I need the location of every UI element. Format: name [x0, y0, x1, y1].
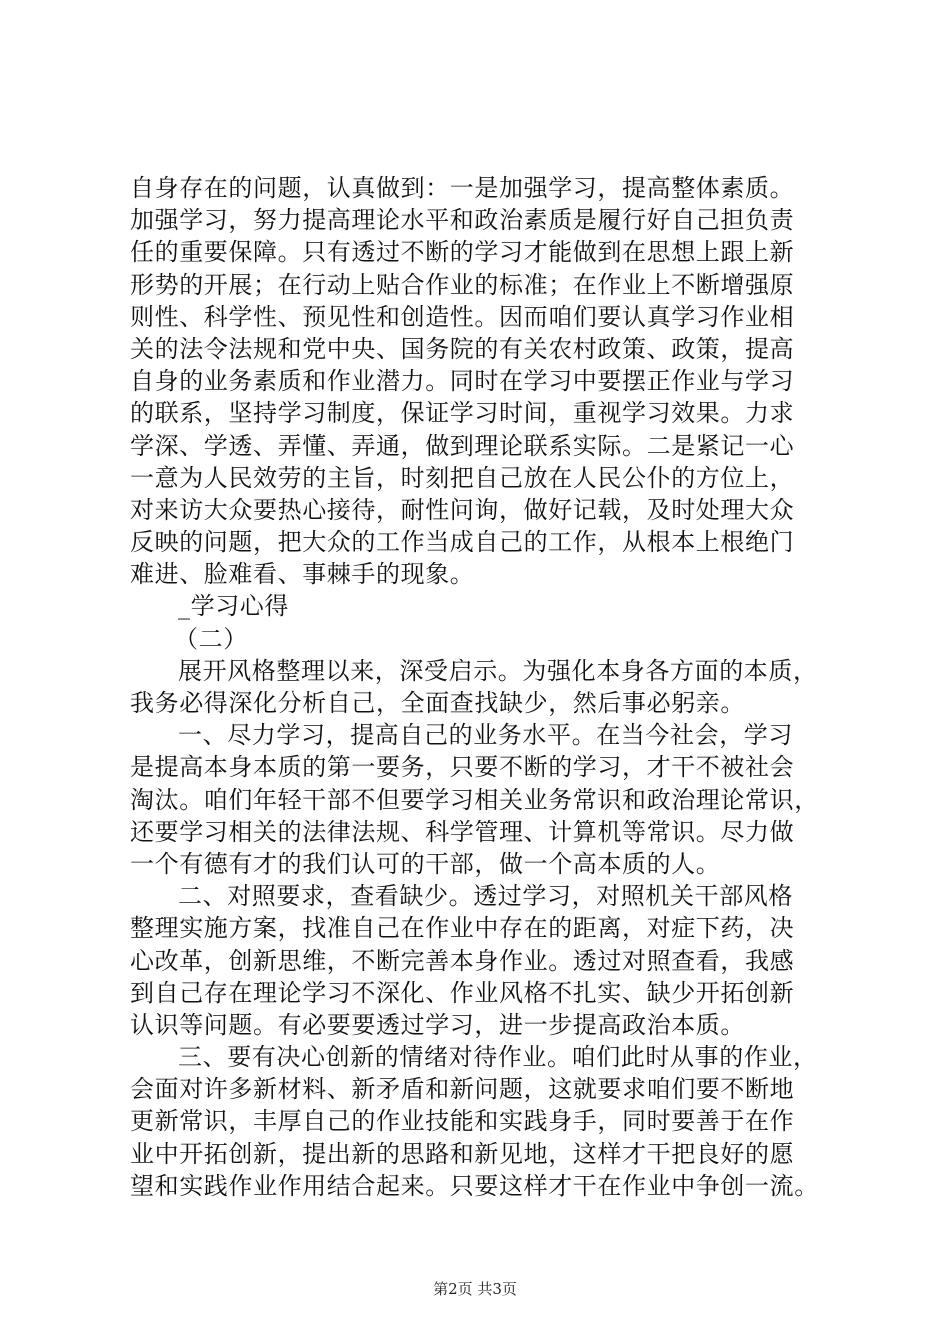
text-line: 反映的问题，把大众的工作当成自己的工作，从根本上根绝门 [130, 528, 795, 557]
text-line: 我务必得深化分析自己，全面查找缺少，然后事必躬亲。 [130, 689, 745, 717]
text-line: 对来访大众要热心接待，耐性问询，做好记载，及时处理大众 [130, 495, 795, 524]
text-line: 更新常识，丰厚自己的作业技能和实践身手，同时要善于在作 [130, 1107, 795, 1136]
page-footer: 第2页 共3页 [433, 1280, 517, 1298]
text-line: 一意为人民效劳的主旨，时刻把自己放在人民公仆的方位上， [130, 463, 795, 492]
text-line: 心改革，创新思维，不断完善本身作业。透过对照查看，我感 [130, 946, 795, 975]
text-line: 三、要有决心创新的情绪对待作业。咱们此时从事的作业， [178, 1043, 818, 1072]
text-line: 淘汰。咱们年轻干部不但要学习相关业务常识和政治理论常识， [130, 785, 819, 814]
text-line: 难进、脸难看、事棘手的现象。 [130, 560, 475, 589]
text-line: 整理实施方案，找准自己在作业中存在的距离，对症下药，决 [130, 914, 795, 943]
text-line: 自身存在的问题，认真做到：一是加强学习，提高整体素质。 [130, 174, 795, 202]
text-line: 会面对许多新材料、新矛盾和新问题，这就要求咱们要不断地 [130, 1075, 795, 1104]
text-line: 则性、科学性、预见性和创造性。因而咱们要认真学习作业相 [130, 302, 795, 331]
text-line: 到自己存在理论学习不深化、作业风格不扎实、缺少开拓创新 [130, 978, 795, 1007]
text-line: 的联系，坚持学习制度，保证学习时间，重视学习效果。力求 [130, 399, 795, 428]
text-line: 形势的开展；在行动上贴合作业的标准；在作业上不断增强原 [130, 270, 795, 299]
document-body [130, 172, 830, 1202]
text-line: 认识等问题。有必要要透过学习，进一步提高政治本质。 [130, 1010, 745, 1039]
text-line: 还要学习相关的法律法规、科学管理、计算机等常识。尽力做 [130, 817, 795, 846]
text-line: 自身的业务素质和作业潜力。同时在学习中要摆正作业与学习 [130, 367, 795, 396]
text-line: 任的重要保障。只有透过不断的学习才能做到在思想上跟上新 [130, 238, 795, 267]
section-subtitle: _学习心得 [178, 592, 289, 621]
text-line: 学深、学透、弄懂、弄通，做到理论联系实际。二是紧记一心 [130, 431, 795, 460]
text-line: 业中开拓创新，提出新的思路和新见地，这样才干把良好的愿 [130, 1139, 795, 1168]
text-line: 是提高本身本质的第一要务，只要不断的学习，才干不被社会 [130, 753, 795, 782]
text-line: 一、尽力学习，提高自己的业务水平。在当今社会，学习 [178, 721, 793, 750]
section-number: （二） [174, 624, 248, 653]
text-line: 一个有德有才的我们认可的干部，做一个高本质的人。 [130, 849, 721, 878]
text-line: 加强学习，努力提高理论水平和政治素质是履行好自己担负责 [130, 206, 795, 235]
text-line: 关的法令法规和党中央、国务院的有关农村政策、政策，提高 [130, 334, 795, 363]
text-line: 望和实践作业作用结合起来。只要这样才干在作业中争创一流。 [130, 1171, 819, 1200]
text-line: 二、对照要求，查看缺少。透过学习，对照机关干部风格 [178, 882, 793, 911]
text-line: 展开风格整理以来，深受启示。为强化本身各方面的本质， [178, 656, 818, 685]
